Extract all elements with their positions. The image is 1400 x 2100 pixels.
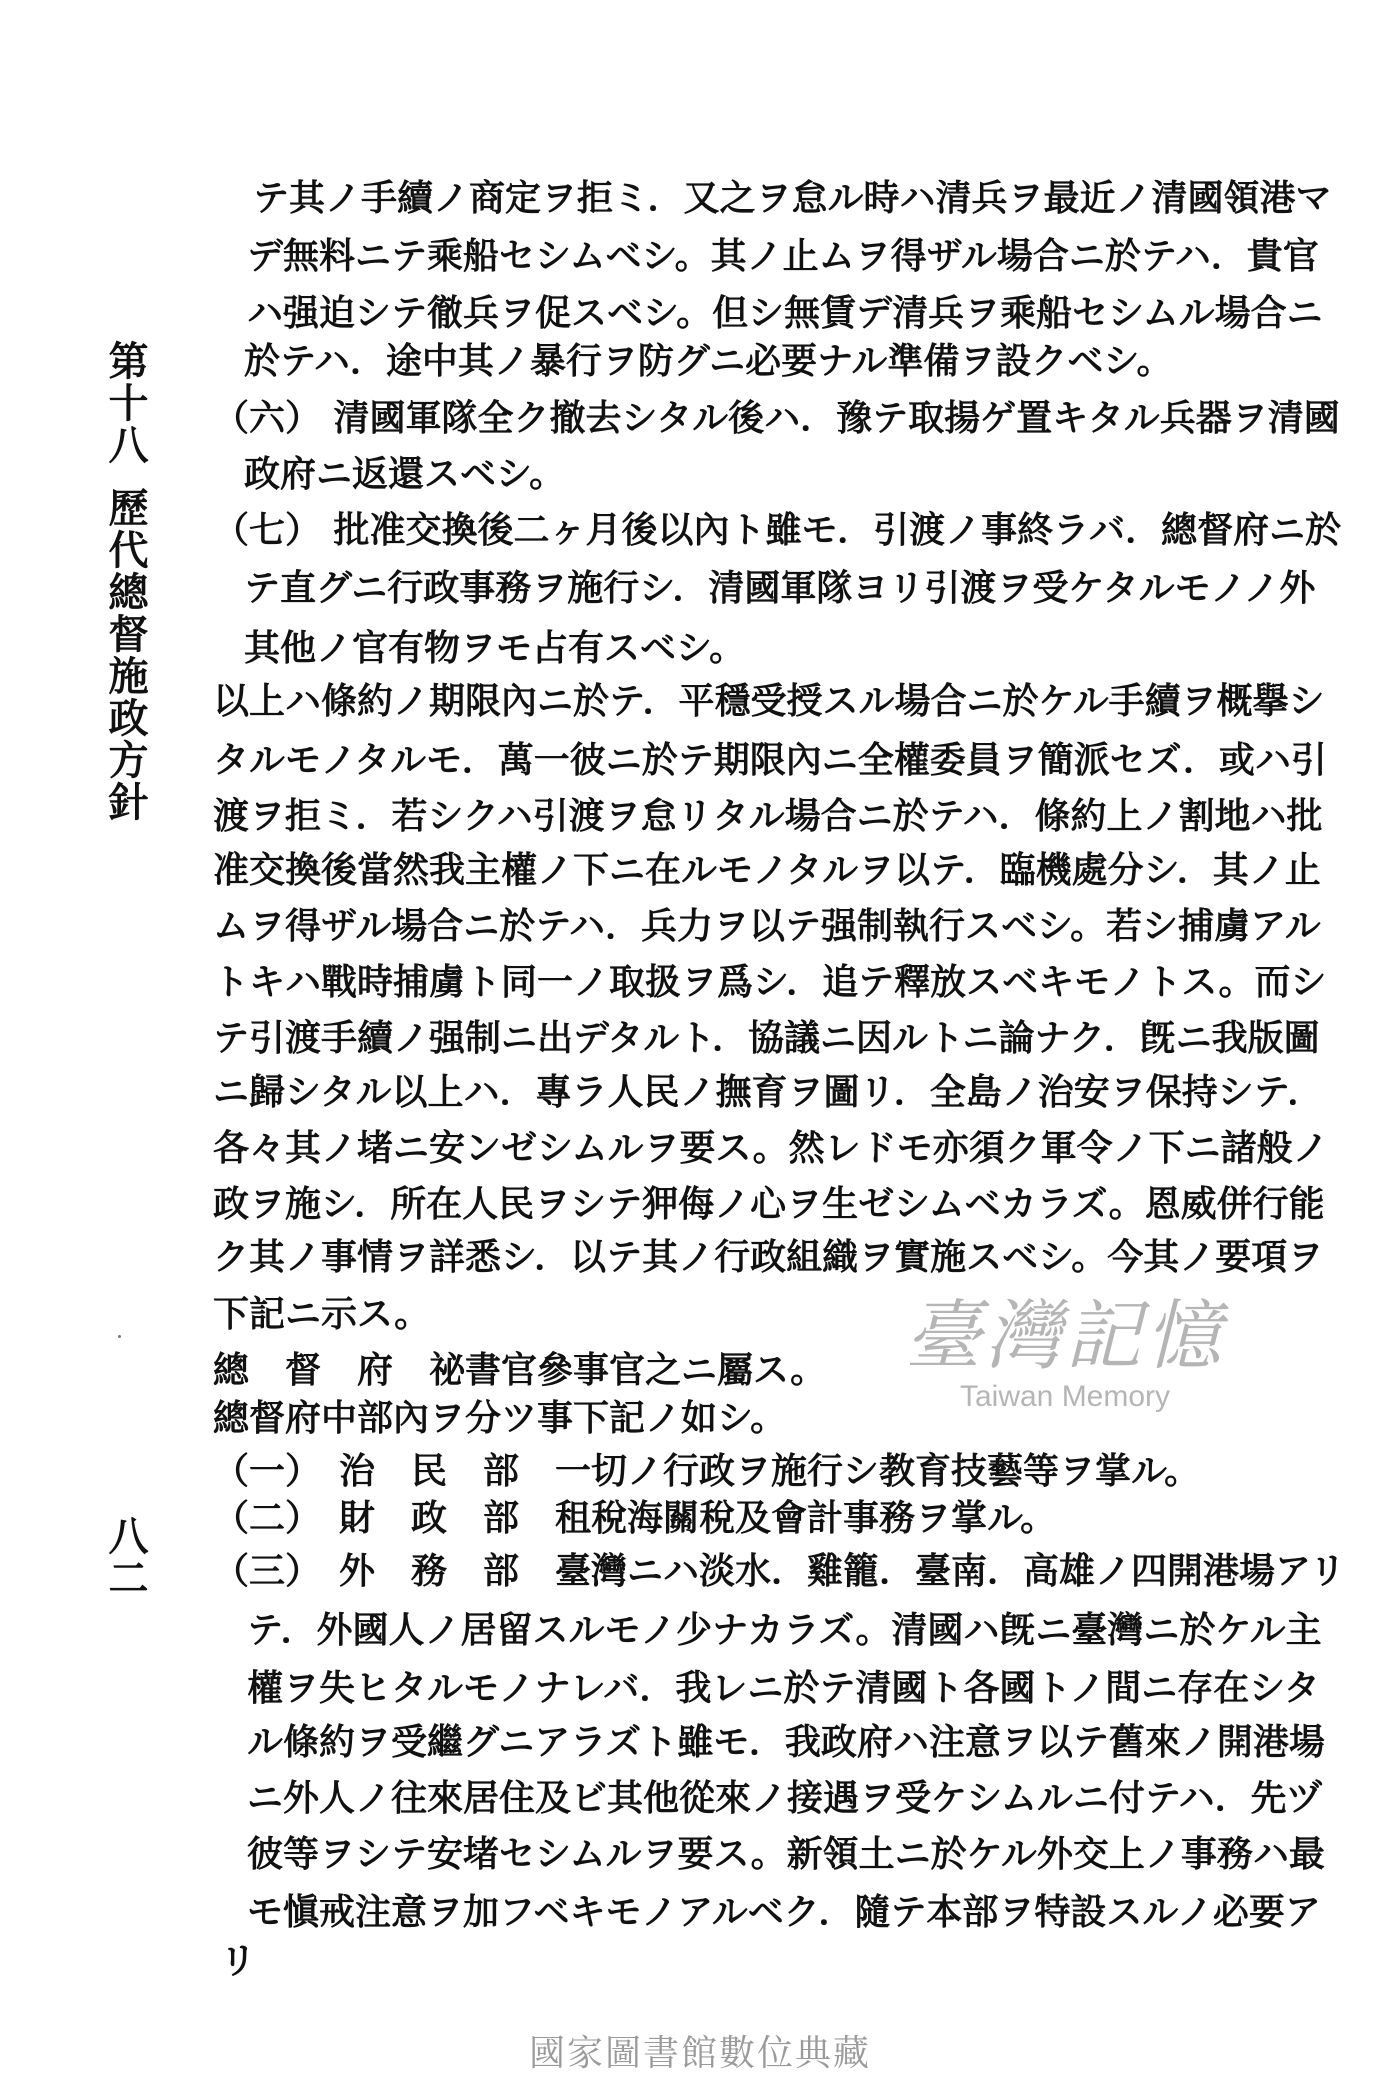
- text-line: （二） 財 政 部 租稅海關稅及會計事務ヲ掌ル。: [213, 1497, 1057, 1539]
- text-line: ク其ノ事情ヲ詳悉シ．以テ其ノ行政組織ヲ實施スベシ。今其ノ要項ヲ: [213, 1236, 1324, 1278]
- scan-speck: [118, 1335, 121, 1338]
- text-line: ハ强迫シテ徹兵ヲ促スベシ。但シ無賃デ清兵ヲ乘船セシムル場合ニ: [247, 292, 1323, 334]
- text-line: 各々其ノ堵ニ安ンゼシムルヲ要ス。然レドモ亦須ク軍令ノ下ニ諸般ノ: [213, 1127, 1329, 1169]
- text-line: 其他ノ官有物ヲモ占有スベシ。: [244, 627, 746, 669]
- text-line: ムヲ得ザル場合ニ於テハ．兵力ヲ以テ强制執行スベシ。若シ捕虜アル: [213, 905, 1321, 947]
- text-line: （七） 批准交換後二ヶ月後以內ト雖モ．引渡ノ事終ラバ．總督府ニ於: [213, 509, 1342, 551]
- text-line: 權ヲ失ヒタルモノナレバ．我レニ於テ清國ト各國トノ間ニ存在シタ: [247, 1667, 1320, 1709]
- text-line: 下記ニ示ス。: [213, 1293, 431, 1335]
- watermark-chinese: 臺灣記憶: [905, 1291, 1225, 1380]
- page-number: 八二: [102, 1515, 149, 1599]
- text-line: 以上ハ條約ノ期限內ニ於テ．平穩受授スル場合ニ於ケル手續ヲ概擧シ: [213, 680, 1325, 722]
- text-line: リ: [220, 1940, 257, 1982]
- text-line: デ無料ニテ乘船セシムベシ。其ノ止ムヲ得ザル場合ニ於テハ．貴官: [247, 235, 1319, 277]
- text-line: （六） 清國軍隊全ク撤去シタル後ハ．豫テ取揚ゲ置キタル兵器ヲ清國: [213, 397, 1340, 439]
- chapter-number: 第十八: [102, 340, 149, 466]
- text-line: タルモノタルモ．萬一彼ニ於テ期限內ニ全權委員ヲ簡派セズ．或ハ引: [213, 739, 1327, 781]
- text-line: テ直グニ行政事務ヲ施行シ．清國軍隊ヨリ引渡ヲ受ケタルモノノ外: [244, 567, 1316, 609]
- text-line: 彼等ヲシテ安堵セシムルヲ要ス。新領土ニ於ケル外交上ノ事務ハ最: [247, 1833, 1325, 1875]
- text-line: 總 督 府 祕書官參事官之ニ屬ス。: [213, 1349, 827, 1391]
- footer-collection-label: 國家圖書館數位典藏: [528, 2033, 871, 2074]
- text-line: 政府ニ返還スベシ。: [244, 453, 566, 495]
- watermark-english: Taiwan Memory: [959, 1380, 1171, 1413]
- text-line: 於テハ．途中其ノ暴行ヲ防グニ必要ナル準備ヲ設クベシ。: [244, 340, 1173, 382]
- text-line: 總督府中部內ヲ分ツ事下記ノ如シ。: [213, 1397, 787, 1439]
- text-line: ニ外人ノ往來居住及ビ其他從來ノ接遇ヲ受ケシムルニ付テハ．先ヅ: [247, 1777, 1323, 1819]
- text-line: モ愼戒注意ヲ加フベキモノアルベク．隨テ本部ヲ特設スルノ必要ア: [247, 1891, 1321, 1933]
- text-line: （一） 治 民 部 一切ノ行政ヲ施行シ教育技藝等ヲ掌ル。: [213, 1450, 1201, 1492]
- text-line: 渡ヲ拒ミ．若シクハ引渡ヲ怠リタル場合ニ於テハ．條約上ノ割地ハ批: [213, 795, 1323, 837]
- running-title: 歷代總督施政方針: [102, 487, 149, 823]
- text-line: （三） 外 務 部 臺灣ニハ淡水．雞籠．臺南．高雄ノ四開港場アリ: [213, 1550, 1346, 1592]
- watermark-logo: [880, 1292, 1250, 1414]
- text-line: 准交換後當然我主權ノ下ニ在ルモノタルヲ以テ．臨機處分シ．其ノ止: [213, 849, 1321, 891]
- text-line: テ其ノ手續ノ商定ヲ拒ミ．又之ヲ怠ル時ハ清兵ヲ最近ノ清國領港マ: [253, 177, 1332, 219]
- text-line: トキハ戰時捕虜ト同一ノ取扱ヲ爲シ．追テ釋放スベキモノトス。而シ: [213, 961, 1327, 1003]
- text-line: 政ヲ施シ．所在人民ヲシテ狎侮ノ心ヲ生ゼシムベカラズ。恩威併行能: [213, 1183, 1325, 1225]
- text-line: テ引渡手續ノ强制ニ出デタルト．協議ニ因ルトニ論ナク．旣ニ我版圖: [213, 1017, 1320, 1059]
- text-line: テ．外國人ノ居留スルモノ少ナカラズ。清國ハ旣ニ臺灣ニ於ケル主: [247, 1609, 1322, 1651]
- text-line: ル條約ヲ受繼グニアラズト雖モ．我政府ハ注意ヲ以テ舊來ノ開港場: [247, 1721, 1325, 1763]
- text-line: ニ歸シタル以上ハ．專ラ人民ノ撫育ヲ圖リ．全島ノ治安ヲ保持シテ．: [213, 1071, 1324, 1113]
